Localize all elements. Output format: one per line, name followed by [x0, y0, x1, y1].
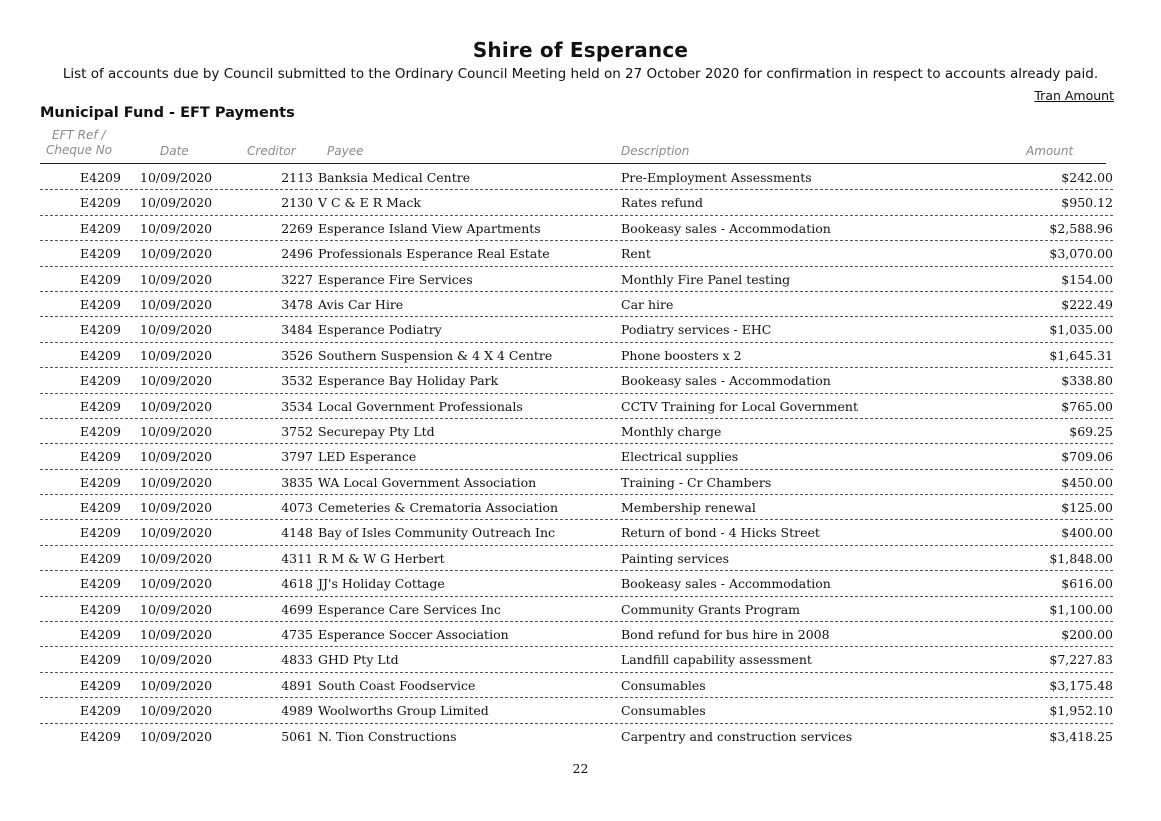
cell-creditor: 4891	[281, 677, 313, 693]
cell-date: 10/09/2020	[140, 474, 213, 490]
cell-date: 10/09/2020	[140, 525, 213, 541]
cell-amount: $400.00	[1061, 525, 1113, 541]
cell-payee: Professionals Esperance Real Estate	[318, 246, 550, 262]
cell-ref: E4209	[80, 170, 121, 185]
table-row	[40, 419, 1113, 444]
cell-date: 10/09/2020	[140, 220, 213, 236]
cell-ref: E4209	[80, 703, 121, 719]
cell-payee: Woolworths Group Limited	[318, 703, 489, 719]
cell-payee: V C & E R Mack	[318, 195, 421, 211]
cell-creditor: 4989	[281, 703, 313, 719]
cell-description: Community Grants Program	[621, 601, 801, 617]
section-title: Municipal Fund - EFT Payments	[40, 105, 295, 121]
cell-date: 10/09/2020	[140, 550, 213, 566]
cell-payee: Banksia Medical Centre	[318, 170, 471, 185]
cell-payee: WA Local Government Association	[318, 474, 537, 490]
cell-ref: E4209	[80, 601, 121, 617]
cell-amount: $242.00	[1061, 170, 1113, 185]
cell-payee: JJ's Holiday Cottage	[318, 576, 445, 592]
cell-amount: $7,227.83	[1049, 652, 1113, 668]
table-row	[40, 190, 1113, 215]
cell-amount: $950.12	[1061, 195, 1113, 211]
cell-ref: E4209	[80, 195, 121, 211]
cell-payee: Southern Suspension & 4 X 4 Centre	[318, 347, 553, 363]
cell-amount: $338.80	[1061, 373, 1113, 389]
cell-payee: South Coast Foodservice	[318, 677, 476, 693]
cell-date: 10/09/2020	[140, 322, 213, 338]
cell-description: Rates refund	[621, 195, 704, 211]
cell-amount: $450.00	[1061, 474, 1113, 490]
cell-description: Training - Cr Chambers	[621, 474, 772, 490]
cell-date: 10/09/2020	[140, 500, 213, 516]
table-row	[40, 165, 1113, 190]
cell-description: Monthly Fire Panel testing	[621, 271, 791, 287]
cell-ref: E4209	[80, 449, 121, 465]
cell-description: Return of bond - 4 Hicks Street	[621, 525, 820, 541]
cell-amount: $616.00	[1061, 576, 1113, 592]
col-header-payee: Payee	[327, 144, 364, 158]
cell-amount: $125.00	[1061, 500, 1113, 516]
table-row	[40, 292, 1113, 317]
cell-date: 10/09/2020	[140, 296, 213, 312]
cell-date: 10/09/2020	[140, 195, 213, 211]
cell-ref: E4209	[80, 322, 121, 338]
cell-ref: E4209	[80, 550, 121, 566]
cell-payee: R M & W G Herbert	[318, 550, 445, 566]
cell-creditor: 4699	[281, 601, 313, 617]
cell-date: 10/09/2020	[140, 373, 213, 389]
col-header-ref-line2: Cheque No	[46, 143, 113, 157]
cell-date: 10/09/2020	[140, 170, 213, 185]
cell-amount: $3,418.25	[1049, 728, 1113, 744]
cell-description: Rent	[621, 246, 651, 262]
cell-date: 10/09/2020	[140, 423, 213, 439]
cell-description: Phone boosters x 2	[621, 347, 742, 363]
table-row	[40, 571, 1113, 596]
cell-description: Bookeasy sales - Accommodation	[621, 373, 831, 389]
table-row	[40, 724, 1113, 748]
cell-amount: $69.25	[1069, 423, 1113, 439]
col-header-creditor: Creditor	[247, 144, 296, 158]
table-row	[40, 673, 1113, 698]
table-row	[40, 647, 1113, 672]
page-title: Shire of Esperance	[472, 38, 689, 62]
cell-date: 10/09/2020	[140, 627, 213, 643]
cell-description: Membership renewal	[621, 500, 756, 516]
cell-description: Electrical supplies	[621, 449, 739, 465]
table-row	[40, 368, 1113, 393]
cell-ref: E4209	[80, 373, 121, 389]
cell-amount: $1,848.00	[1049, 550, 1113, 566]
cell-amount: $709.06	[1061, 449, 1113, 465]
cell-payee: Cemeteries & Crematoria Association	[318, 500, 559, 516]
cell-amount: $765.00	[1061, 398, 1113, 414]
cell-ref: E4209	[80, 627, 121, 643]
cell-payee: N. Tion Constructions	[318, 728, 457, 744]
cell-date: 10/09/2020	[140, 703, 213, 719]
cell-description: Monthly charge	[621, 423, 722, 439]
cell-date: 10/09/2020	[140, 449, 213, 465]
cell-date: 10/09/2020	[140, 652, 213, 668]
cell-amount: $3,175.48	[1049, 677, 1113, 693]
col-header-ref-line1: EFT Ref /	[52, 128, 106, 142]
cell-date: 10/09/2020	[140, 398, 213, 414]
cell-creditor: 3526	[281, 347, 313, 363]
cell-date: 10/09/2020	[140, 728, 213, 744]
table-row	[40, 622, 1113, 647]
cell-creditor: 3835	[281, 474, 313, 490]
cell-creditor: 4311	[281, 550, 313, 566]
cell-amount: $222.49	[1061, 296, 1113, 312]
cell-payee: GHD Pty Ltd	[318, 652, 399, 668]
page-number: 22	[572, 761, 589, 776]
cell-description: Bookeasy sales - Accommodation	[621, 576, 831, 592]
cell-creditor: 4073	[281, 500, 313, 516]
cell-creditor: 3532	[281, 373, 313, 389]
payments-table-body	[40, 165, 1113, 748]
cell-ref: E4209	[80, 677, 121, 693]
cell-creditor: 3227	[281, 271, 313, 287]
cell-ref: E4209	[80, 398, 121, 414]
cell-creditor: 4833	[281, 652, 313, 668]
cell-description: CCTV Training for Local Government	[621, 398, 858, 414]
cell-description: Landfill capability assessment	[621, 652, 812, 668]
table-row	[40, 444, 1113, 469]
cell-creditor: 3752	[281, 423, 313, 439]
cell-payee: LED Esperance	[318, 449, 417, 465]
cell-creditor: 3484	[281, 322, 313, 338]
table-row	[40, 546, 1113, 571]
cell-payee: Esperance Care Services Inc	[318, 601, 501, 617]
cell-creditor: 3797	[281, 449, 313, 465]
cell-date: 10/09/2020	[140, 347, 213, 363]
cell-creditor: 4618	[281, 576, 313, 592]
col-header-amount: Amount	[1026, 144, 1074, 158]
cell-ref: E4209	[80, 525, 121, 541]
cell-ref: E4209	[80, 347, 121, 363]
cell-amount: $1,035.00	[1049, 322, 1113, 338]
cell-ref: E4209	[80, 423, 121, 439]
cell-amount: $1,100.00	[1049, 601, 1113, 617]
tran-amount-label: Tran Amount	[1034, 88, 1114, 103]
cell-description: Pre-Employment Assessments	[621, 170, 812, 185]
table-row	[40, 698, 1113, 723]
page-subtitle: List of accounts due by Council submitted to the Ordinary Council Meeting held on 27 October 2020 for confirmation in respect to accounts already paid.	[62, 66, 1099, 82]
cell-ref: E4209	[80, 728, 121, 744]
table-row	[40, 520, 1113, 545]
cell-ref: E4209	[80, 220, 121, 236]
cell-payee: Esperance Soccer Association	[318, 627, 509, 643]
col-header-description: Description	[621, 144, 690, 158]
cell-payee: Esperance Podiatry	[318, 322, 442, 338]
table-row	[40, 241, 1113, 266]
cell-description: Bond refund for bus hire in 2008	[621, 627, 830, 643]
cell-ref: E4209	[80, 652, 121, 668]
cell-creditor: 2113	[281, 170, 313, 185]
cell-description: Bookeasy sales - Accommodation	[621, 220, 831, 236]
cell-description: Podiatry services - EHC	[621, 322, 772, 338]
cell-amount: $1,645.31	[1049, 347, 1113, 363]
cell-payee: Avis Car Hire	[318, 296, 404, 312]
cell-description: Carpentry and construction services	[621, 728, 853, 744]
cell-date: 10/09/2020	[140, 576, 213, 592]
table-row	[40, 495, 1113, 520]
cell-amount: $1,952.10	[1049, 703, 1113, 719]
cell-ref: E4209	[80, 296, 121, 312]
table-header	[40, 127, 1106, 164]
table-row	[40, 267, 1113, 292]
table-row	[40, 216, 1113, 241]
cell-payee: Securepay Pty Ltd	[318, 423, 435, 439]
cell-creditor: 2130	[281, 195, 313, 211]
cell-payee: Local Government Professionals	[318, 398, 523, 414]
cell-creditor: 2496	[281, 246, 313, 262]
cell-ref: E4209	[80, 576, 121, 592]
cell-description: Painting services	[621, 550, 730, 566]
cell-payee: Esperance Bay Holiday Park	[318, 373, 499, 389]
cell-payee: Bay of Isles Community Outreach Inc	[318, 525, 556, 541]
cell-ref: E4209	[80, 500, 121, 516]
cell-date: 10/09/2020	[140, 601, 213, 617]
cell-ref: E4209	[80, 474, 121, 490]
table-row	[40, 343, 1113, 368]
table-row	[40, 317, 1113, 342]
col-header-ref	[46, 128, 116, 158]
cell-description: Consumables	[621, 703, 706, 719]
col-header-date: Date	[160, 144, 189, 158]
cell-creditor: 2269	[281, 220, 313, 236]
cell-date: 10/09/2020	[140, 271, 213, 287]
cell-description: Car hire	[621, 296, 674, 312]
cell-payee: Esperance Island View Apartments	[318, 220, 541, 236]
cell-amount: $3,070.00	[1049, 246, 1113, 262]
cell-creditor: 5061	[281, 728, 313, 744]
cell-date: 10/09/2020	[140, 246, 213, 262]
cell-amount: $200.00	[1061, 627, 1113, 643]
table-row	[40, 597, 1113, 622]
cell-amount: $2,588.96	[1049, 220, 1113, 236]
cell-description: Consumables	[621, 677, 706, 693]
cell-creditor: 4735	[281, 627, 313, 643]
cell-date: 10/09/2020	[140, 677, 213, 693]
cell-creditor: 3478	[281, 296, 313, 312]
cell-ref: E4209	[80, 271, 121, 287]
table-row	[40, 470, 1113, 495]
table-row	[40, 394, 1113, 419]
cell-payee: Esperance Fire Services	[318, 271, 473, 287]
cell-creditor: 4148	[281, 525, 313, 541]
cell-ref: E4209	[80, 246, 121, 262]
cell-creditor: 3534	[281, 398, 313, 414]
cell-amount: $154.00	[1061, 271, 1113, 287]
